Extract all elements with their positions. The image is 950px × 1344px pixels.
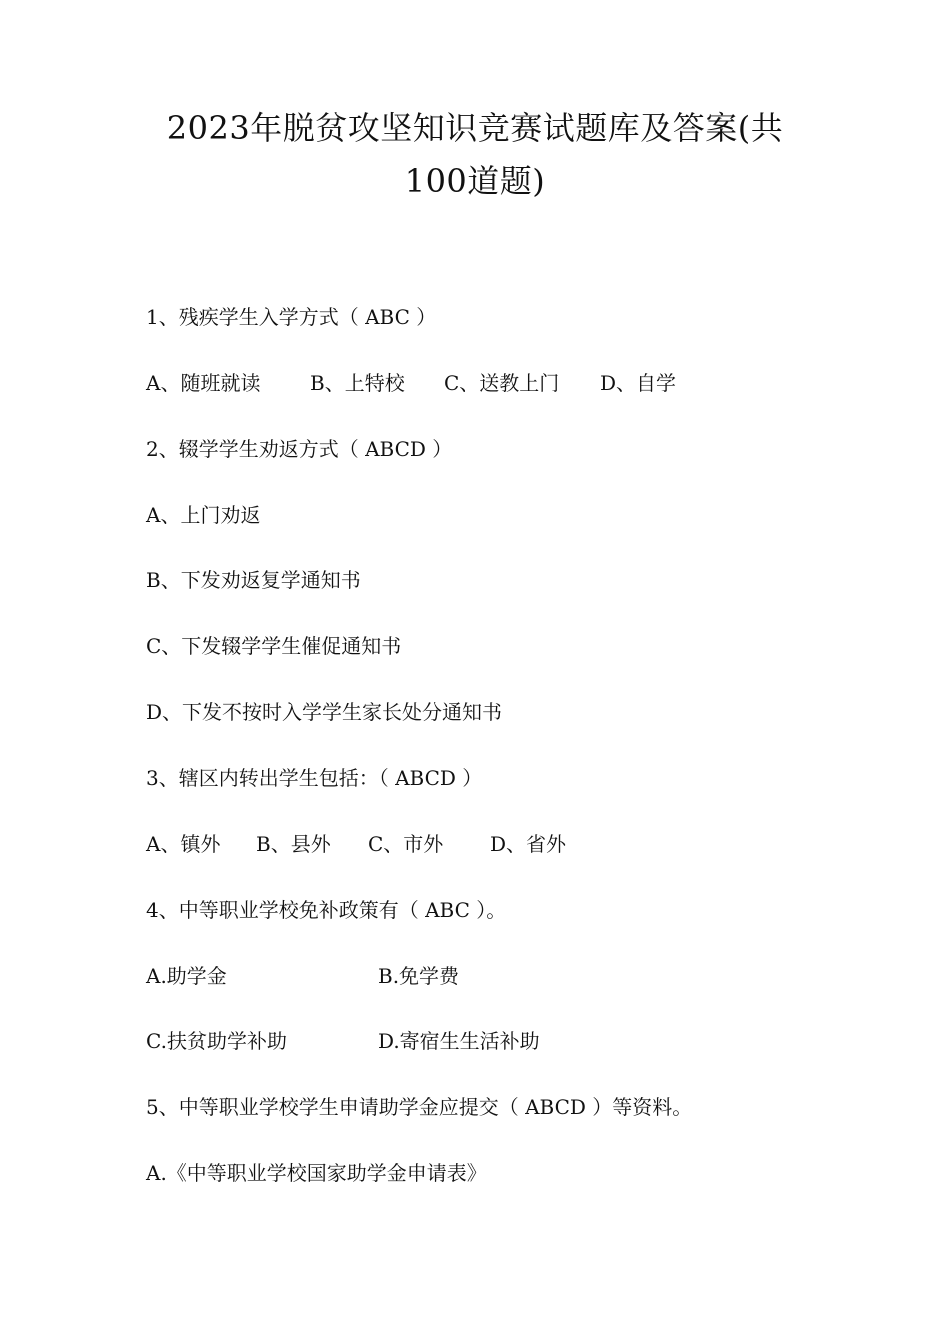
option-a: A、随班就读	[146, 371, 261, 395]
question-2-option-c: C、下发辍学学生催促通知书	[146, 634, 402, 658]
option-d: D、自学	[600, 371, 677, 395]
question-4-options-row-1	[146, 961, 566, 991]
document-title-line-2: 100道题)	[404, 162, 546, 200]
option-d: D.寄宿生生活补助	[378, 1029, 540, 1053]
question-3-options	[146, 829, 606, 859]
option-c: C.扶贫助学补助	[146, 1029, 287, 1053]
question-3: 3、辖区内转出学生包括：（ ABCD ）	[146, 766, 483, 790]
option-c: C、送教上门	[444, 371, 560, 395]
question-2-option-b: B、下发劝返复学通知书	[146, 568, 361, 592]
option-b: B、上特校	[310, 371, 405, 395]
option-a: A、镇外	[146, 832, 221, 856]
question-1-options	[146, 368, 706, 398]
option-b: B.免学费	[378, 964, 460, 988]
question-5-option-a: A.《中等职业学校国家助学金申请表》	[146, 1161, 487, 1185]
question-5: 5、中等职业学校学生申请助学金应提交（ ABCD ）等资料。	[146, 1095, 693, 1119]
option-c: C、市外	[368, 832, 444, 856]
question-4-options-row-2	[146, 1026, 606, 1056]
question-2-option-d: D、下发不按时入学学生家长处分通知书	[146, 700, 503, 724]
question-1: 1、残疾学生入学方式（ ABC ）	[146, 305, 437, 329]
option-b: B、县外	[256, 832, 331, 856]
option-d: D、省外	[490, 832, 567, 856]
question-4: 4、中等职业学校免补政策有（ ABC ）。	[146, 898, 507, 922]
document-title-line-1: 2023年脱贫攻坚知识竞赛试题库及答案(共	[166, 109, 784, 147]
option-a: A.助学金	[146, 964, 227, 988]
question-2-option-a: A、上门劝返	[146, 503, 261, 527]
question-2: 2、辍学学生劝返方式（ ABCD ）	[146, 437, 453, 461]
